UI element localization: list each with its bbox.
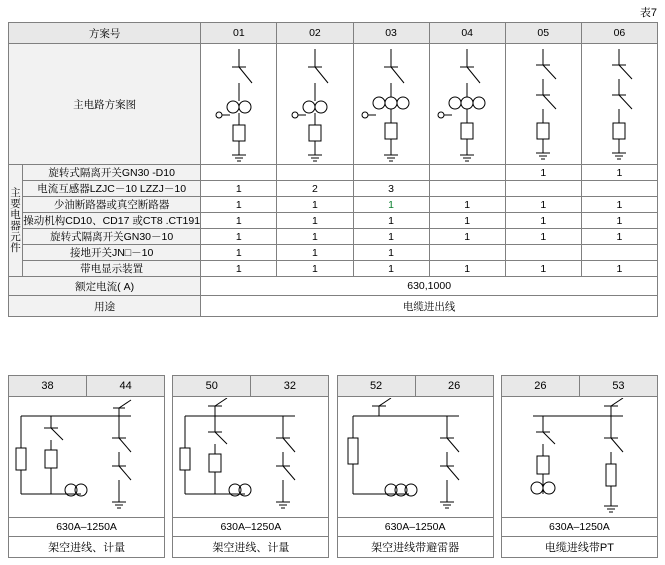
side-label-main-components: 主 要 电 器 元 件	[9, 165, 23, 277]
row-5-col-05	[505, 245, 581, 261]
rated-current-label: 额定电流( A)	[9, 277, 201, 296]
spacer-2d	[493, 537, 501, 558]
row-6-col-06: 1	[581, 261, 657, 277]
row-2-col-03: 1	[353, 197, 429, 213]
table-row	[9, 197, 658, 213]
row-0-col-06: 1	[581, 165, 657, 181]
circuit-diagram-05	[505, 44, 581, 165]
schematic-50-32-svg	[175, 398, 327, 516]
row-5-col-02: 1	[277, 245, 353, 261]
row-3-col-02: 1	[277, 213, 353, 229]
diagram-row	[9, 44, 658, 165]
bottom-g1-right-no: 32	[251, 376, 329, 397]
bottom-g0-left-no: 38	[9, 376, 87, 397]
usage-row	[9, 296, 658, 317]
row-4-col-06: 1	[581, 229, 657, 245]
schematic-05-svg	[506, 45, 580, 163]
header-col-04: 04	[429, 23, 505, 44]
row-2-col-02: 1	[277, 197, 353, 213]
spacer-2	[493, 376, 501, 397]
row-2-col-04: 1	[429, 197, 505, 213]
spacer-0	[165, 376, 173, 397]
schematic-04-svg	[430, 45, 504, 163]
circuit-diagram-04	[429, 44, 505, 165]
bottom-diagram-3	[501, 397, 657, 518]
row-1-col-02: 2	[277, 181, 353, 197]
row-label-0: 旋转式隔离开关GN30 -D10	[23, 165, 201, 181]
header-col-05: 05	[505, 23, 581, 44]
row-label-2: 少油断路器或真空断路器	[23, 197, 201, 213]
usage-value: 电缆进出线	[201, 296, 658, 317]
bottom-g0-current: 630A–1250A	[9, 518, 165, 537]
bottom-g2-left-no: 52	[337, 376, 415, 397]
diagram-row-label: 主电路方案图	[9, 44, 201, 165]
schematic-06-svg	[582, 45, 656, 163]
circuit-diagram-01	[201, 44, 277, 165]
row-5-col-06	[581, 245, 657, 261]
bottom-usage-row	[9, 537, 658, 558]
bottom-g1-current: 630A–1250A	[173, 518, 329, 537]
row-1-col-01: 1	[201, 181, 277, 197]
table-row	[9, 213, 658, 229]
row-0-col-05: 1	[505, 165, 581, 181]
table-caption: 表7	[639, 7, 657, 19]
circuit-diagram-03	[353, 44, 429, 165]
row-1-col-05	[505, 181, 581, 197]
row-4-col-05: 1	[505, 229, 581, 245]
row-6-col-02: 1	[277, 261, 353, 277]
header-col-03: 03	[353, 23, 429, 44]
spacer-1b	[329, 397, 337, 518]
spacer-2c	[493, 518, 501, 537]
row-3-col-05: 1	[505, 213, 581, 229]
table-header-row	[9, 23, 658, 44]
table-row	[9, 165, 658, 181]
bottom-g1-left-no: 50	[173, 376, 251, 397]
bottom-g0-right-no: 44	[87, 376, 165, 397]
bottom-g2-right-no: 26	[415, 376, 493, 397]
schematic-03-svg	[354, 45, 428, 163]
row-5-col-01: 1	[201, 245, 277, 261]
spacer-1d	[329, 537, 337, 558]
table-row	[9, 229, 658, 245]
row-label-6: 带电显示装置	[23, 261, 201, 277]
row-3-col-01: 1	[201, 213, 277, 229]
row-2-col-01: 1	[201, 197, 277, 213]
row-label-5: 接地开关JN□－10	[23, 245, 201, 261]
bottom-g3-right-no: 53	[579, 376, 657, 397]
bottom-g3-left-no: 26	[501, 376, 579, 397]
spacer-0c	[165, 518, 173, 537]
row-1-col-06	[581, 181, 657, 197]
row-4-col-01: 1	[201, 229, 277, 245]
row-3-col-03: 1	[353, 213, 429, 229]
bottom-g3-current: 630A–1250A	[501, 518, 657, 537]
row-label-1: 电流互感器LZJC－10 LZZJ－10	[23, 181, 201, 197]
spacer-1c	[329, 518, 337, 537]
bottom-g2-current: 630A–1250A	[337, 518, 493, 537]
table-row	[9, 245, 658, 261]
row-2-col-05: 1	[505, 197, 581, 213]
bottom-current-row	[9, 518, 658, 537]
row-3-col-06: 1	[581, 213, 657, 229]
usage-label: 用途	[9, 296, 201, 317]
bottom-diagram-0	[9, 397, 165, 518]
row-4-col-03: 1	[353, 229, 429, 245]
schematic-26-53-svg	[503, 398, 655, 516]
bottom-g2-usage: 架空进线带避雷器	[337, 537, 493, 558]
bottom-scheme-table	[8, 375, 658, 558]
row-6-col-01: 1	[201, 261, 277, 277]
row-0-col-01	[201, 165, 277, 181]
row-3-col-04: 1	[429, 213, 505, 229]
bottom-g0-usage: 架空进线、计量	[9, 537, 165, 558]
bottom-g1-usage: 架空进线、计量	[173, 537, 329, 558]
row-1-col-03: 3	[353, 181, 429, 197]
schematic-38-44-svg	[11, 398, 163, 516]
schematic-02-svg	[278, 45, 352, 163]
row-0-col-02	[277, 165, 353, 181]
row-label-4: 旋转式隔离开关GN30－10	[23, 229, 201, 245]
rated-current-row	[9, 277, 658, 296]
schematic-01-svg	[202, 45, 276, 163]
header-col-01: 01	[201, 23, 277, 44]
spacer-0b	[165, 397, 173, 518]
main-scheme-table	[8, 22, 658, 317]
header-col-02: 02	[277, 23, 353, 44]
circuit-diagram-06	[581, 44, 657, 165]
spacer-1	[329, 376, 337, 397]
row-5-col-03: 1	[353, 245, 429, 261]
row-0-col-03	[353, 165, 429, 181]
bottom-diagram-1	[173, 397, 329, 518]
rated-current-value: 630,1000	[201, 277, 658, 296]
bottom-g3-usage: 电缆进线带PT	[501, 537, 657, 558]
bottom-header-row	[9, 376, 658, 397]
bottom-diagram-2	[337, 397, 493, 518]
table-row	[9, 181, 658, 197]
header-scheme-no: 方案号	[9, 23, 201, 44]
row-5-col-04	[429, 245, 505, 261]
row-6-col-04: 1	[429, 261, 505, 277]
schematic-52-26-svg	[339, 398, 491, 516]
spacer-2b	[493, 397, 501, 518]
row-1-col-04	[429, 181, 505, 197]
row-4-col-04: 1	[429, 229, 505, 245]
row-0-col-04	[429, 165, 505, 181]
row-6-col-05: 1	[505, 261, 581, 277]
spacer-0d	[165, 537, 173, 558]
table-row	[9, 261, 658, 277]
circuit-diagram-02	[277, 44, 353, 165]
bottom-diagram-row	[9, 397, 658, 518]
header-col-06: 06	[581, 23, 657, 44]
row-2-col-06: 1	[581, 197, 657, 213]
row-6-col-03: 1	[353, 261, 429, 277]
row-label-3: 操动机构CD10、CD17 或CT8 .CT191	[23, 213, 201, 229]
row-4-col-02: 1	[277, 229, 353, 245]
